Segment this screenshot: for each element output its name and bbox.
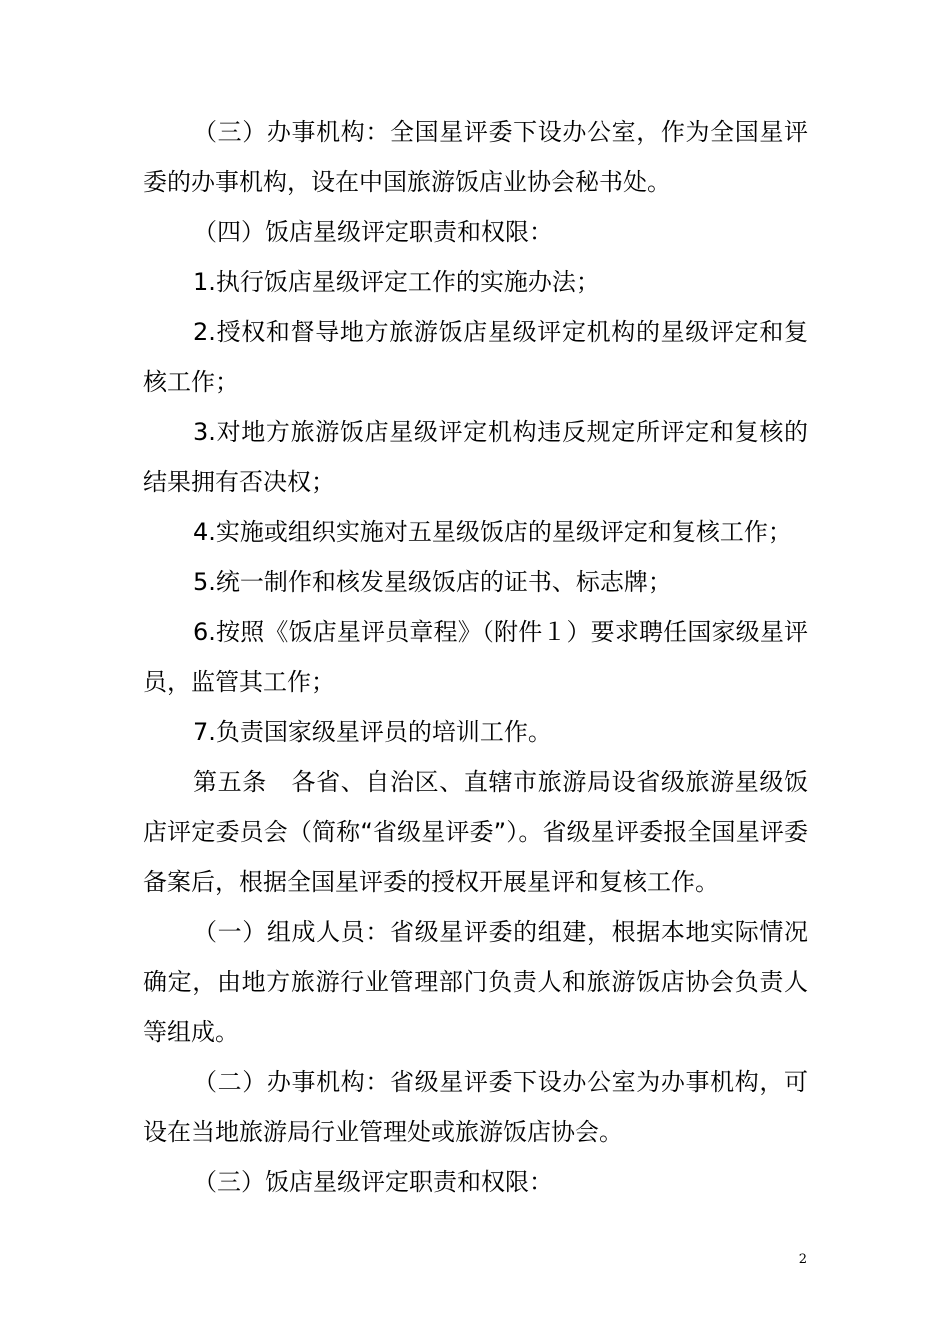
document-body — [143, 107, 808, 1207]
paragraph-duty-6: 6.按照《饭店星评员章程》（附件１）要求聘任国家级星评员，监管其工作； — [143, 618, 808, 696]
paragraph-article-5: 第五条 各省、自治区、直辖市旅游局设省级旅游星级饭店评定委员会（简称“省级星评委”）。省级星评委报全国星评委备案后，根据全国星评委的授权开展星评和复核工作。 — [143, 768, 808, 896]
paragraph-office-provincial: （二）办事机构：省级星评委下设办公室为办事机构，可设在当地旅游局行业管理处或旅游饭店协会。 — [143, 1068, 808, 1146]
paragraph-duty-1: 1.执行饭店星级评定工作的实施办法； — [193, 268, 600, 296]
paragraph-duties-heading-national: （四）饭店星级评定职责和权限： — [193, 218, 553, 246]
paragraph-duties-heading-provincial: （三）饭店星级评定职责和权限： — [193, 1168, 553, 1196]
paragraph-duty-7: 7.负责国家级星评员的培训工作。 — [193, 718, 552, 746]
paragraph-duty-2: 2.授权和督导地方旅游饭店星级评定机构的星级评定和复核工作； — [143, 318, 808, 396]
page-number: 2 — [798, 1252, 807, 1267]
paragraph-duty-5: 5.统一制作和核发星级饭店的证书、标志牌； — [193, 568, 672, 596]
paragraph-office-national: （三）办事机构：全国星评委下设办公室，作为全国星评委的办事机构，设在中国旅游饭店业协会秘书处。 — [143, 118, 808, 196]
paragraph-members-provincial: （一）组成人员：省级星评委的组建，根据本地实际情况确定，由地方旅游行业管理部门负责人和旅游饭店协会负责人等组成。 — [143, 918, 808, 1046]
paragraph-duty-3: 3.对地方旅游饭店星级评定机构违反规定所评定和复核的结果拥有否决权； — [143, 418, 808, 496]
paragraph-duty-4: 4.实施或组织实施对五星级饭店的星级评定和复核工作； — [193, 518, 792, 546]
